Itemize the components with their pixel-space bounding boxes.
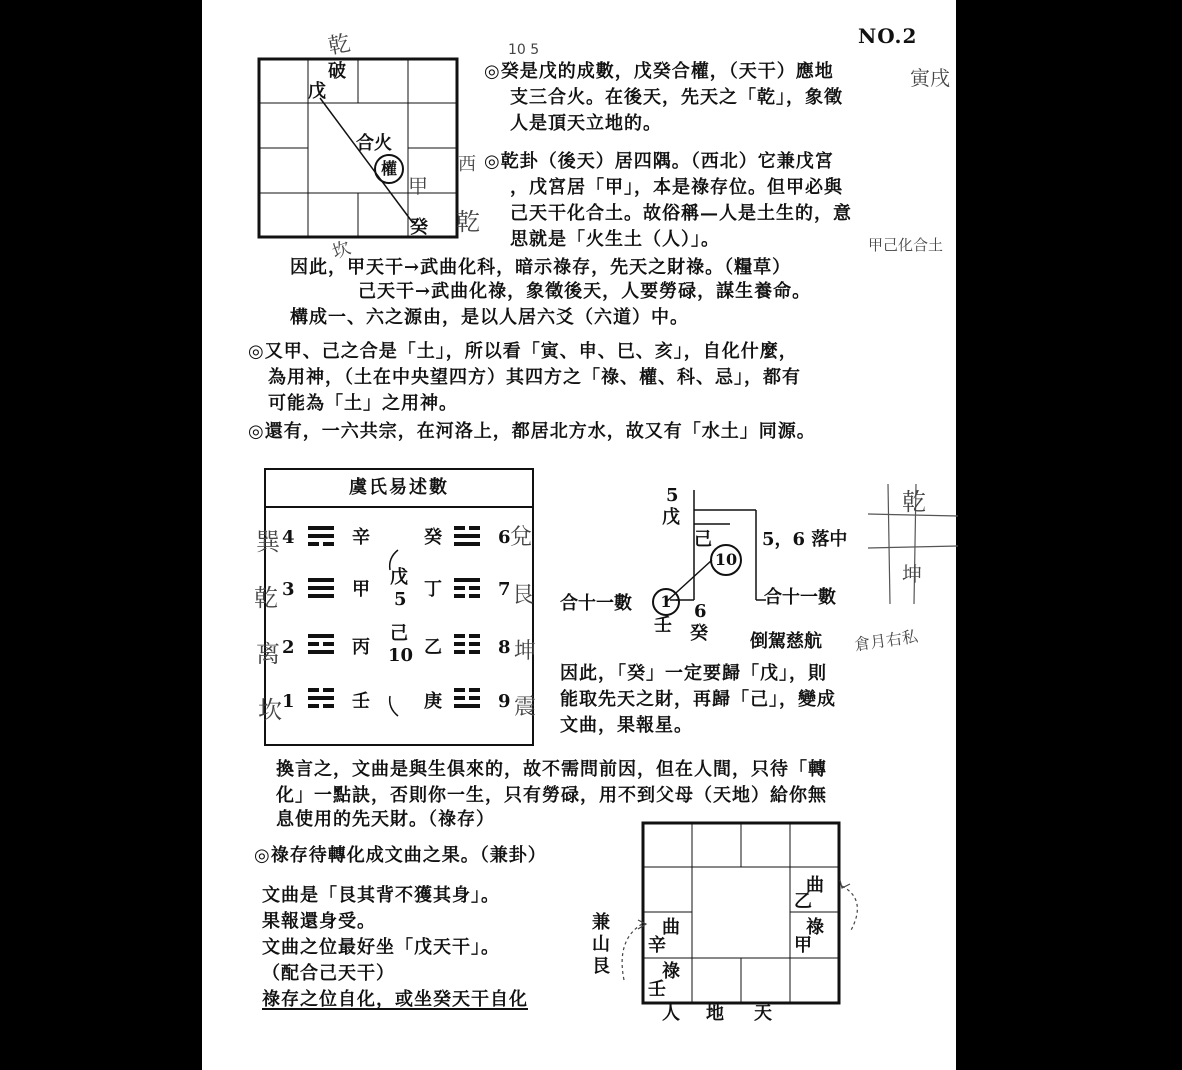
label-quan: 權 bbox=[374, 154, 404, 184]
yushi-title: 虞氏易述數 bbox=[266, 470, 532, 508]
hw-li: 离 bbox=[256, 640, 280, 668]
center-wu: 戊 bbox=[390, 567, 408, 588]
fig3-luozhong: 5，6 落中 bbox=[762, 529, 848, 550]
hw-qian: 乾 bbox=[326, 31, 353, 60]
para4-line3: 可能為「土」之用神。 bbox=[268, 393, 458, 414]
center-5: 5 bbox=[394, 589, 407, 610]
document-page bbox=[202, 0, 956, 1070]
para2-line3: 己天干化合土。故俗稱—人是土生的，意 bbox=[510, 203, 852, 224]
trigram-li bbox=[308, 634, 334, 658]
hw-qian-2: 乾 bbox=[456, 208, 480, 236]
para7-line2: 化」一點訣，否則你一生，只有勞碌，用不到父母（天地）給你無 bbox=[276, 785, 827, 806]
para9-line3: 文曲之位最好坐「戊天干」。 bbox=[262, 937, 500, 958]
label-gui: 癸 bbox=[410, 217, 428, 238]
fig3-daojia: 倒駕慈航 bbox=[750, 631, 822, 652]
right-num-8: 8 bbox=[498, 637, 511, 658]
hw-xi: 西 bbox=[458, 154, 476, 175]
para3-line3: 構成一、六之源由，是以人居六爻（六道）中。 bbox=[290, 307, 689, 328]
figure-grid-4 bbox=[642, 822, 840, 1004]
g4-right-arrow bbox=[838, 880, 878, 940]
para9-line4: （配合己天干） bbox=[262, 963, 395, 984]
center-10: 10 bbox=[388, 645, 414, 666]
right-stem-yi: 乙 bbox=[424, 637, 442, 658]
para1-line3: 人是頂天立地的。 bbox=[510, 113, 662, 134]
para2-line1: ◎乾卦（後天）居四隅。（西北）它兼戊宮 bbox=[484, 151, 834, 172]
fig3-he11-left: 合十一數 bbox=[560, 593, 632, 614]
hw-xun: 巽 bbox=[256, 528, 280, 556]
trigram-kun bbox=[454, 634, 480, 658]
left-num-2: 2 bbox=[282, 637, 295, 658]
hw-kan: 坎 bbox=[329, 237, 354, 264]
para2-line2: ，戊宮居「甲」，本是祿存位。但甲必與 bbox=[510, 177, 843, 198]
fig3-10: 10 bbox=[710, 544, 742, 576]
g4-xin: 辛 bbox=[648, 935, 666, 956]
hw-kan-2: 坎 bbox=[258, 696, 282, 724]
right-num-7: 7 bbox=[498, 579, 511, 600]
fig3-ren: 壬 bbox=[654, 615, 672, 636]
para6-line3: 文曲，果報星。 bbox=[560, 715, 693, 736]
hw-gen: 艮 bbox=[512, 583, 535, 608]
para7-line1: 換言之，文曲是與生俱來的，故不需問前因，但在人間，只待「轉 bbox=[276, 759, 827, 780]
right-stem-gui: 癸 bbox=[424, 527, 442, 548]
para5: ◎還有，一六共宗，在河洛上，都居北方水，故又有「水土」同源。 bbox=[248, 421, 816, 442]
right-stem-geng: 庚 bbox=[424, 691, 442, 712]
g4-side-label: 兼山艮 bbox=[592, 912, 610, 977]
g4-bottom-di: 地 bbox=[706, 1003, 724, 1024]
para1-line1: ◎癸是戊的成數，戊癸合權，（天干）應地 bbox=[484, 61, 834, 82]
g4-qu2: 曲 bbox=[662, 917, 680, 938]
trigram-dui bbox=[454, 526, 480, 550]
hw-yinxu: 寅戌 bbox=[910, 66, 950, 90]
fig3-wu: 戊 bbox=[662, 507, 680, 528]
trigram-qian bbox=[308, 578, 334, 602]
fig3-gui: 癸 bbox=[690, 623, 708, 644]
para9-line2: 果報還身受。 bbox=[262, 911, 376, 932]
para6-line1: 因此，「癸」一定要歸「戊」，則 bbox=[560, 663, 827, 684]
g4-qu1: 曲 bbox=[806, 875, 824, 896]
para3-line1: 因此，甲天干→武曲化科，暗示祿存，先天之財祿。（糧草） bbox=[290, 257, 792, 278]
para4-line1: ◎又甲、己之合是「土」，所以看「寅、申、巳、亥」，自化什麼， bbox=[248, 341, 798, 362]
hw-dui: 兌 bbox=[510, 525, 533, 550]
hw-note: 倉月右私 bbox=[853, 626, 920, 655]
left-num-1: 1 bbox=[282, 691, 295, 712]
para9-line1: 文曲是「艮其背不獲其身」。 bbox=[262, 885, 500, 906]
g4-bottom-ren: 人 bbox=[662, 1003, 680, 1024]
para6-line2: 能取先天之財，再歸「己」，變成 bbox=[560, 689, 836, 710]
right-num-6: 6 bbox=[498, 527, 511, 548]
hw-qian-3: 乾 bbox=[254, 584, 278, 612]
hw-nums: 10 5 bbox=[508, 42, 540, 58]
g4-lu2: 祿 bbox=[662, 961, 680, 982]
hw-grid-kun: 坤 bbox=[902, 562, 922, 586]
fig3-1: 1 bbox=[652, 588, 680, 616]
trigram-xun bbox=[308, 526, 334, 550]
fig3-ji: 己 bbox=[694, 529, 712, 550]
label-po: 破 bbox=[328, 61, 346, 82]
para9-line5: 祿存之位自化，或坐癸天干自化 bbox=[262, 989, 528, 1010]
hw-jiaji: 甲己化合土 bbox=[868, 236, 944, 254]
label-wu: 戊 bbox=[308, 81, 326, 102]
g4-lu1: 祿 bbox=[806, 917, 824, 938]
g4-ren: 壬 bbox=[648, 979, 666, 1000]
hw-jia: 甲 bbox=[408, 174, 428, 198]
right-num-9: 9 bbox=[498, 691, 511, 712]
trigram-zhen bbox=[454, 688, 480, 712]
para1-line2: 支三合火。在後天，先天之「乾」，象徵 bbox=[510, 87, 843, 108]
left-stem-ren: 壬 bbox=[352, 691, 370, 712]
g4-bottom-tian: 天 bbox=[754, 1003, 772, 1024]
fig3-he11-right: 合十一數 bbox=[764, 587, 836, 608]
left-stem-jia: 甲 bbox=[352, 579, 370, 600]
left-stem-xin: 辛 bbox=[352, 527, 370, 548]
left-stem-bing: 丙 bbox=[352, 637, 370, 658]
para2-line4: 思就是「火生土（人）」。 bbox=[510, 229, 720, 250]
label-hehuo: 合火 bbox=[356, 133, 392, 154]
trigram-gen bbox=[454, 578, 480, 602]
para3-line2: 己天干→武曲化祿，象徵後天，人要勞碌，謀生養命。 bbox=[358, 281, 812, 302]
hw-grid-qian: 乾 bbox=[902, 488, 926, 516]
g4-yi: 乙 bbox=[794, 891, 812, 912]
hw-kun: 坤 bbox=[514, 639, 537, 664]
g4-left-arrow bbox=[614, 920, 654, 990]
yushi-box bbox=[264, 468, 537, 746]
para4-line2: 為用神，（土在中央望四方）其四方之「祿、權、科、忌」，都有 bbox=[268, 367, 801, 388]
fig3-5: 5 bbox=[666, 485, 679, 506]
para8: ◎祿存待轉化成文曲之果。（兼卦） bbox=[254, 845, 547, 866]
g4-jia: 甲 bbox=[794, 935, 812, 956]
center-ji: 己 bbox=[390, 623, 408, 644]
hw-zhen: 震 bbox=[514, 695, 537, 720]
left-num-4: 4 bbox=[282, 527, 295, 548]
page-number: NO.2 bbox=[858, 24, 918, 48]
right-stem-ding: 丁 bbox=[424, 579, 442, 600]
para7-line3: 息使用的先天財。（祿存） bbox=[276, 809, 495, 830]
trigram-kan bbox=[308, 688, 334, 712]
fig3-6: 6 bbox=[694, 601, 707, 622]
figure-grid-1 bbox=[258, 58, 458, 238]
left-num-3: 3 bbox=[282, 579, 295, 600]
